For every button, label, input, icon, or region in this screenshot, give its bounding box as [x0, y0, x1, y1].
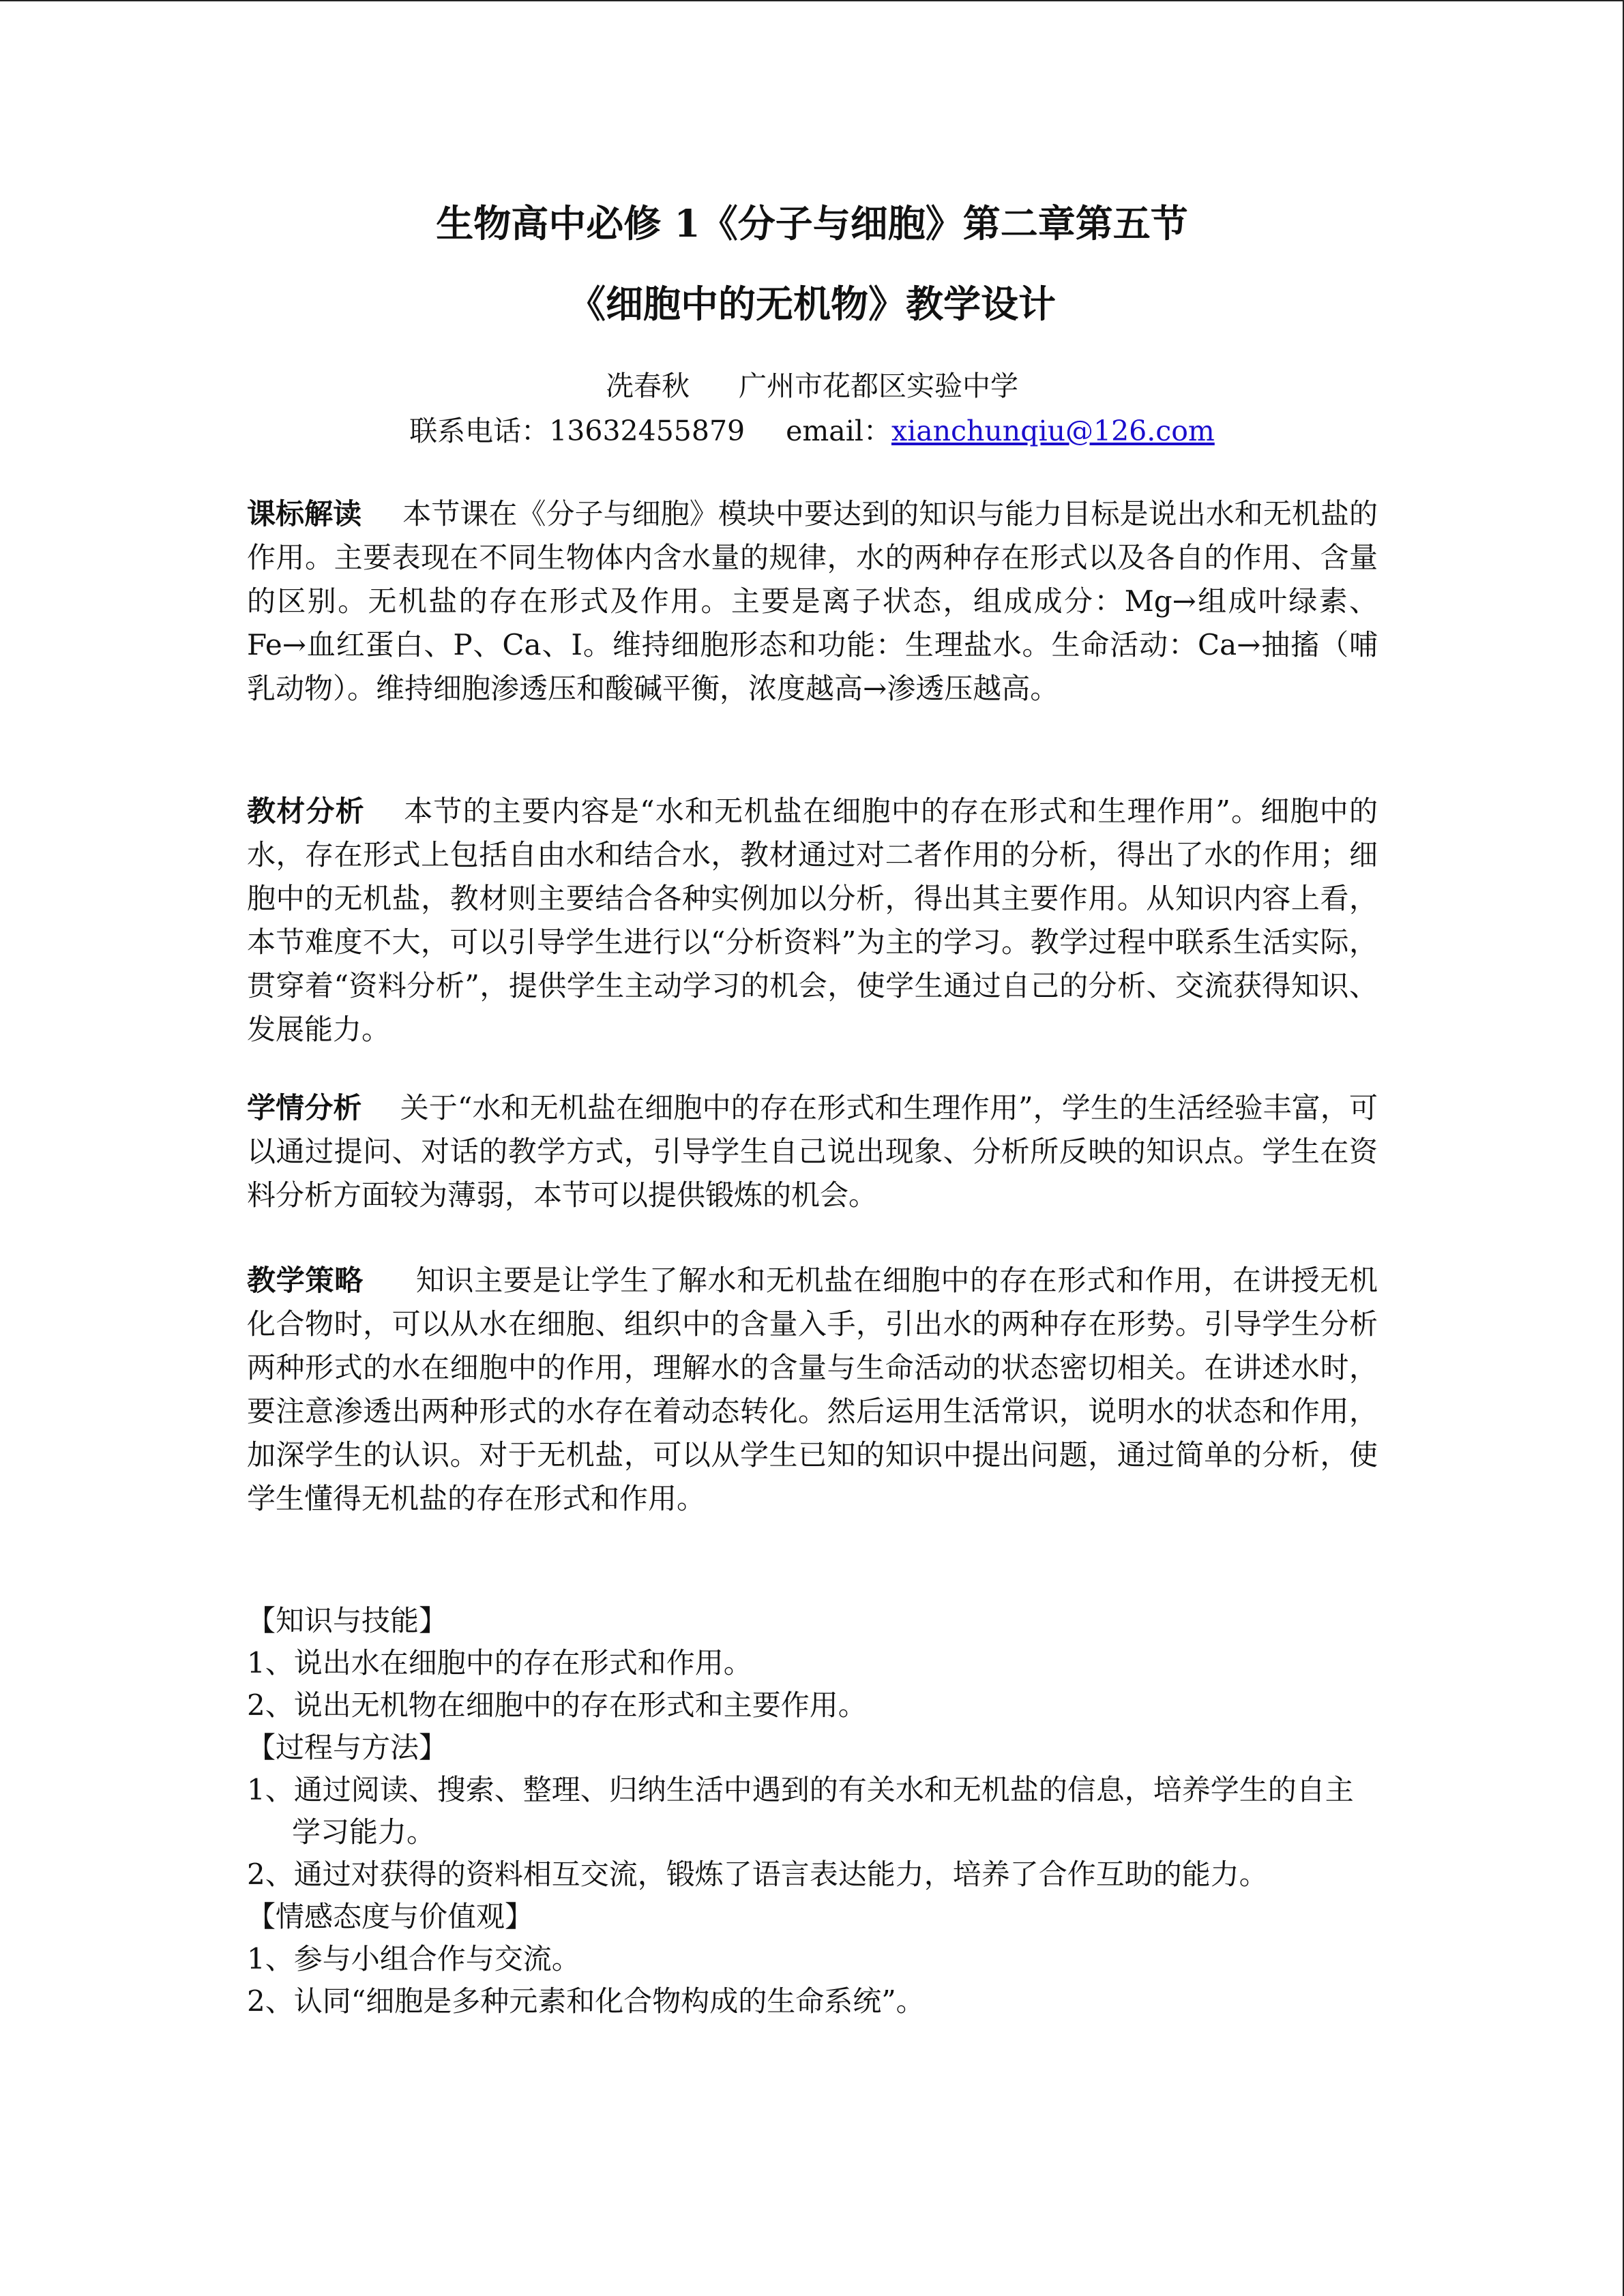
- objective-item: 2、通过对获得的资料相互交流，锻炼了语言表达能力，培养了合作互助的能力。: [247, 1858, 1268, 1891]
- objective-heading-attitude: 【情感态度与价值观】: [247, 1900, 534, 1933]
- document-title-line-1: 生物高中必修 1《分子与细胞》第二章第五节: [436, 201, 1188, 245]
- email-link[interactable]: xianchunqiu@126.com: [891, 415, 1215, 447]
- objective-item: 1、通过阅读、搜索、整理、归纳生活中遇到的有关水和无机盐的信息，培养学生的自主学习能力。: [247, 1773, 1354, 1849]
- objective-heading-process: 【过程与方法】: [247, 1731, 448, 1764]
- objective-item: 1、说出水在细胞中的存在形式和作用。: [247, 1646, 752, 1680]
- author-line: [0, 364, 1624, 408]
- document-title-line-2: 《细胞中的无机物》教学设计: [567, 282, 1056, 326]
- objective-item: 2、说出无机物在细胞中的存在形式和主要作用。: [247, 1688, 867, 1722]
- section-text: 关于“水和无机盐在细胞中的存在形式和生理作用”，学生的生活经验丰富，可以通过提问、对话的教学方式，引导学生自己说出现象、分析所反映的知识点。学生在资料分析方面较为薄弱，本节可以提供锻炼的机会。: [247, 1091, 1378, 1212]
- section-textbook-analysis: [247, 790, 1378, 1052]
- objective-heading-knowledge: 【知识与技能】: [247, 1604, 448, 1637]
- objectives-list: [247, 1600, 1378, 2023]
- author-school: 广州市花都区实验中学: [739, 370, 1018, 402]
- objective-item: 1、参与小组合作与交流。: [247, 1942, 580, 1976]
- section-heading: 课标解读: [247, 497, 362, 531]
- author-name: 冼春秋: [606, 370, 690, 402]
- email-label: email：: [786, 415, 891, 447]
- section-heading: 学情分析: [247, 1091, 362, 1124]
- phone-label: 联系电话：: [409, 415, 550, 447]
- section-text: 本节课在《分子与细胞》模块中要达到的知识与能力目标是说出水和无机盐的作用。主要表现在不同生物体内含水量的规律，水的两种存在形式以及各自的作用、含量的区别。无机盐的存在形式及作用。主要是离子状态，组成成分：Mg→组成叶绿素、Fe→血红蛋白、P、Ca、I。维持细胞形态和功能：生理盐水。生命活动：Ca→抽搐（哺乳动物）。维持细胞渗透压和酸碱平衡，浓度越高→渗透压越高。: [247, 497, 1378, 705]
- section-teaching-strategy: [247, 1259, 1378, 1521]
- section-standards: [247, 492, 1378, 711]
- section-heading: 教材分析: [247, 794, 365, 828]
- section-text: 知识主要是让学生了解水和无机盐在细胞中的存在形式和作用，在讲授无机化合物时，可以从水在细胞、组织中的含量入手，引出水的两种存在形势。引导学生分析两种形式的水在细胞中的作用，理解水的含量与生命活动的状态密切相关。在讲述水时，要注意渗透出两种形式的水存在着动态转化。然后运用生活常识，说明水的状态和作用，加深学生的认识。对于无机盐，可以从学生已知的知识中提出问题，通过简单的分析，使学生懂得无机盐的存在形式和作用。: [247, 1264, 1378, 1515]
- phone-number: 13632455879: [549, 415, 745, 447]
- section-text: 本节的主要内容是“水和无机盐在细胞中的存在形式和生理作用”。细胞中的水，存在形式上包括自由水和结合水，教材通过对二者作用的分析，得出了水的作用；细胞中的无机盐，教材则主要结合各种实例加以分析，得出其主要作用。从知识内容上看，本节难度不大，可以引导学生进行以“分析资料”为主的学习。教学过程中联系生活实际，贯穿着“资料分析”，提供学生主动学习的机会，使学生通过自己的分析、交流获得知识、发展能力。: [247, 794, 1378, 1046]
- contact-line: [0, 409, 1624, 453]
- section-student-analysis: [247, 1086, 1378, 1217]
- section-heading: 教学策略: [247, 1264, 364, 1297]
- objective-item: 2、认同“细胞是多种元素和化合物构成的生命系统”。: [247, 1984, 925, 2018]
